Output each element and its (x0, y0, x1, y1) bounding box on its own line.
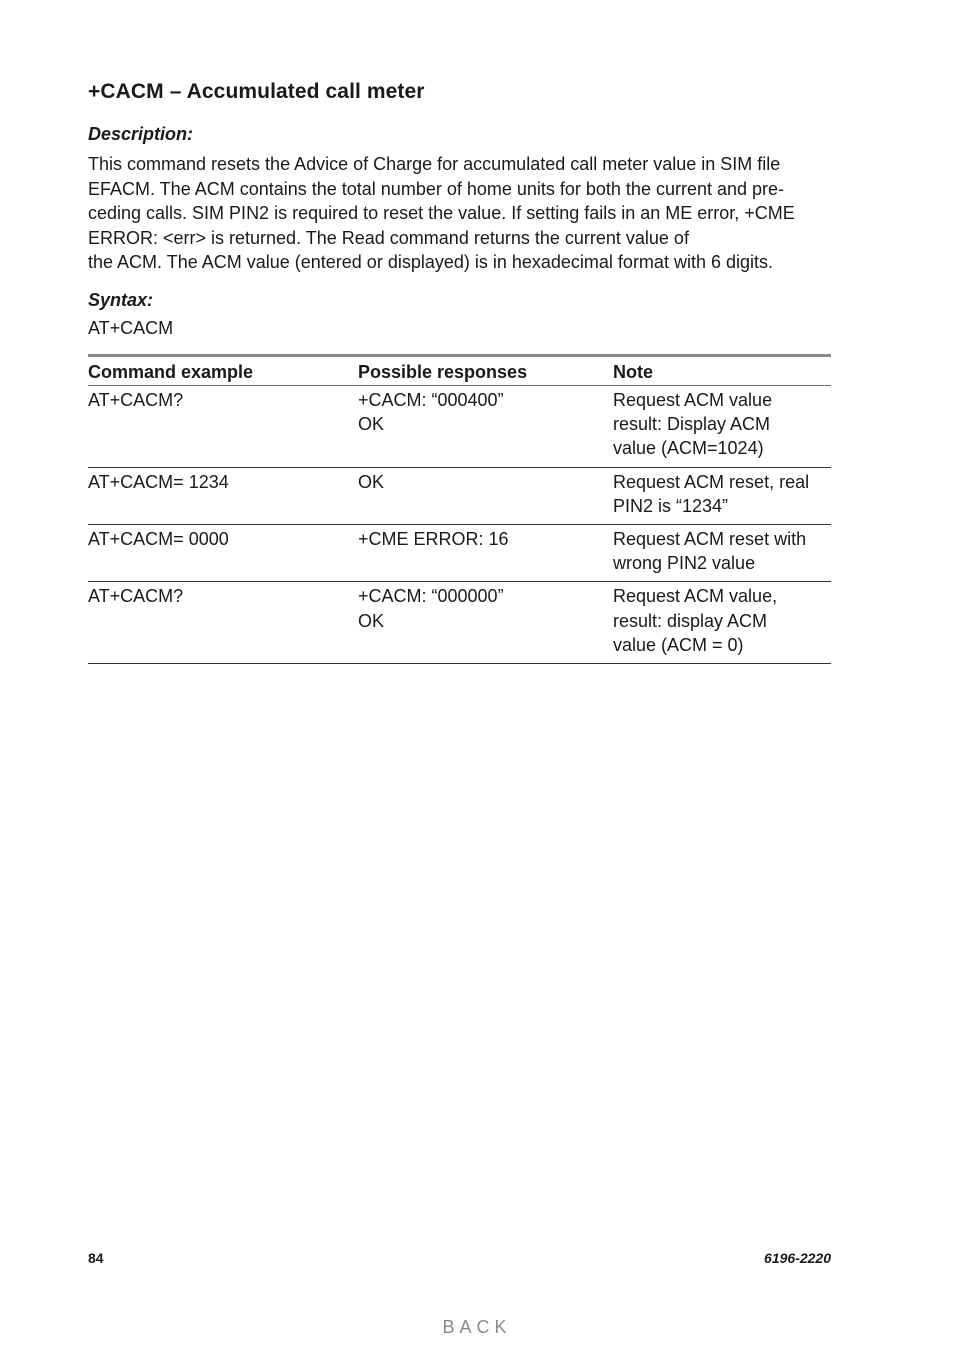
note-cell (613, 582, 831, 664)
note-line: PIN2 is “1234” (613, 495, 729, 516)
description-line: EFACM. The ACM contains the total number of home units for both the current and pre- (88, 178, 785, 199)
note-line: wrong PIN2 value (613, 553, 756, 574)
response-line: +CACM: “000000” (358, 586, 504, 607)
column-header-responses: Possible responses (358, 356, 613, 386)
document-number: 6196-2220 (764, 1250, 831, 1266)
note-cell (613, 467, 831, 524)
description-line: ERROR: <err> is returned. The Read command returns the current value of (88, 227, 689, 248)
response-line: OK (358, 471, 385, 492)
responses-cell (358, 525, 613, 582)
table-row (88, 525, 831, 582)
syntax-text: AT+CACM (88, 318, 174, 338)
table-row (88, 386, 831, 468)
description-line: ceding calls. SIM PIN2 is required to reset the value. If setting fails in an ME error, +CME (88, 203, 795, 224)
table-header-row (88, 356, 831, 386)
column-header-note: Note (613, 356, 831, 386)
note-line: result: Display ACM (613, 414, 771, 435)
note-line: Request ACM value (613, 390, 773, 410)
column-header-command: Command example (88, 356, 358, 386)
description-line: the ACM. The ACM value (entered or displayed) is in hexadecimal format with 6 digits. (88, 252, 773, 273)
note-line: Request ACM value, (613, 586, 778, 607)
table-row (88, 467, 831, 524)
syntax-label: Syntax: (88, 290, 154, 310)
table-row (88, 582, 831, 664)
page-number: 84 (88, 1250, 104, 1266)
responses-cell (358, 467, 613, 524)
response-line: +CME ERROR: 16 (358, 529, 509, 550)
note-line: result: display ACM (613, 610, 768, 631)
note-line: value (ACM = 0) (613, 634, 744, 655)
response-line: +CACM: “000400” (358, 390, 504, 410)
back-link[interactable]: BACK (442, 1317, 512, 1337)
responses-cell (358, 386, 613, 468)
description-text (88, 152, 831, 275)
description-label: Description: (88, 124, 194, 144)
responses-cell (358, 582, 613, 664)
note-cell (613, 386, 831, 468)
description-line: This command resets the Advice of Charge for accumulated call meter value in SIM file (88, 154, 781, 174)
note-cell (613, 525, 831, 582)
note-line: value (ACM=1024) (613, 438, 764, 459)
command-examples-table (88, 354, 831, 664)
section-title: +CACM – Accumulated call meter (88, 80, 425, 103)
command-cell: AT+CACM? (88, 386, 358, 468)
note-line: Request ACM reset with (613, 529, 807, 550)
response-line: OK (358, 414, 385, 435)
command-cell: AT+CACM? (88, 582, 358, 664)
command-cell: AT+CACM= 0000 (88, 525, 358, 582)
note-line: Request ACM reset, real (613, 471, 810, 492)
command-cell: AT+CACM= 1234 (88, 467, 358, 524)
response-line: OK (358, 610, 385, 631)
